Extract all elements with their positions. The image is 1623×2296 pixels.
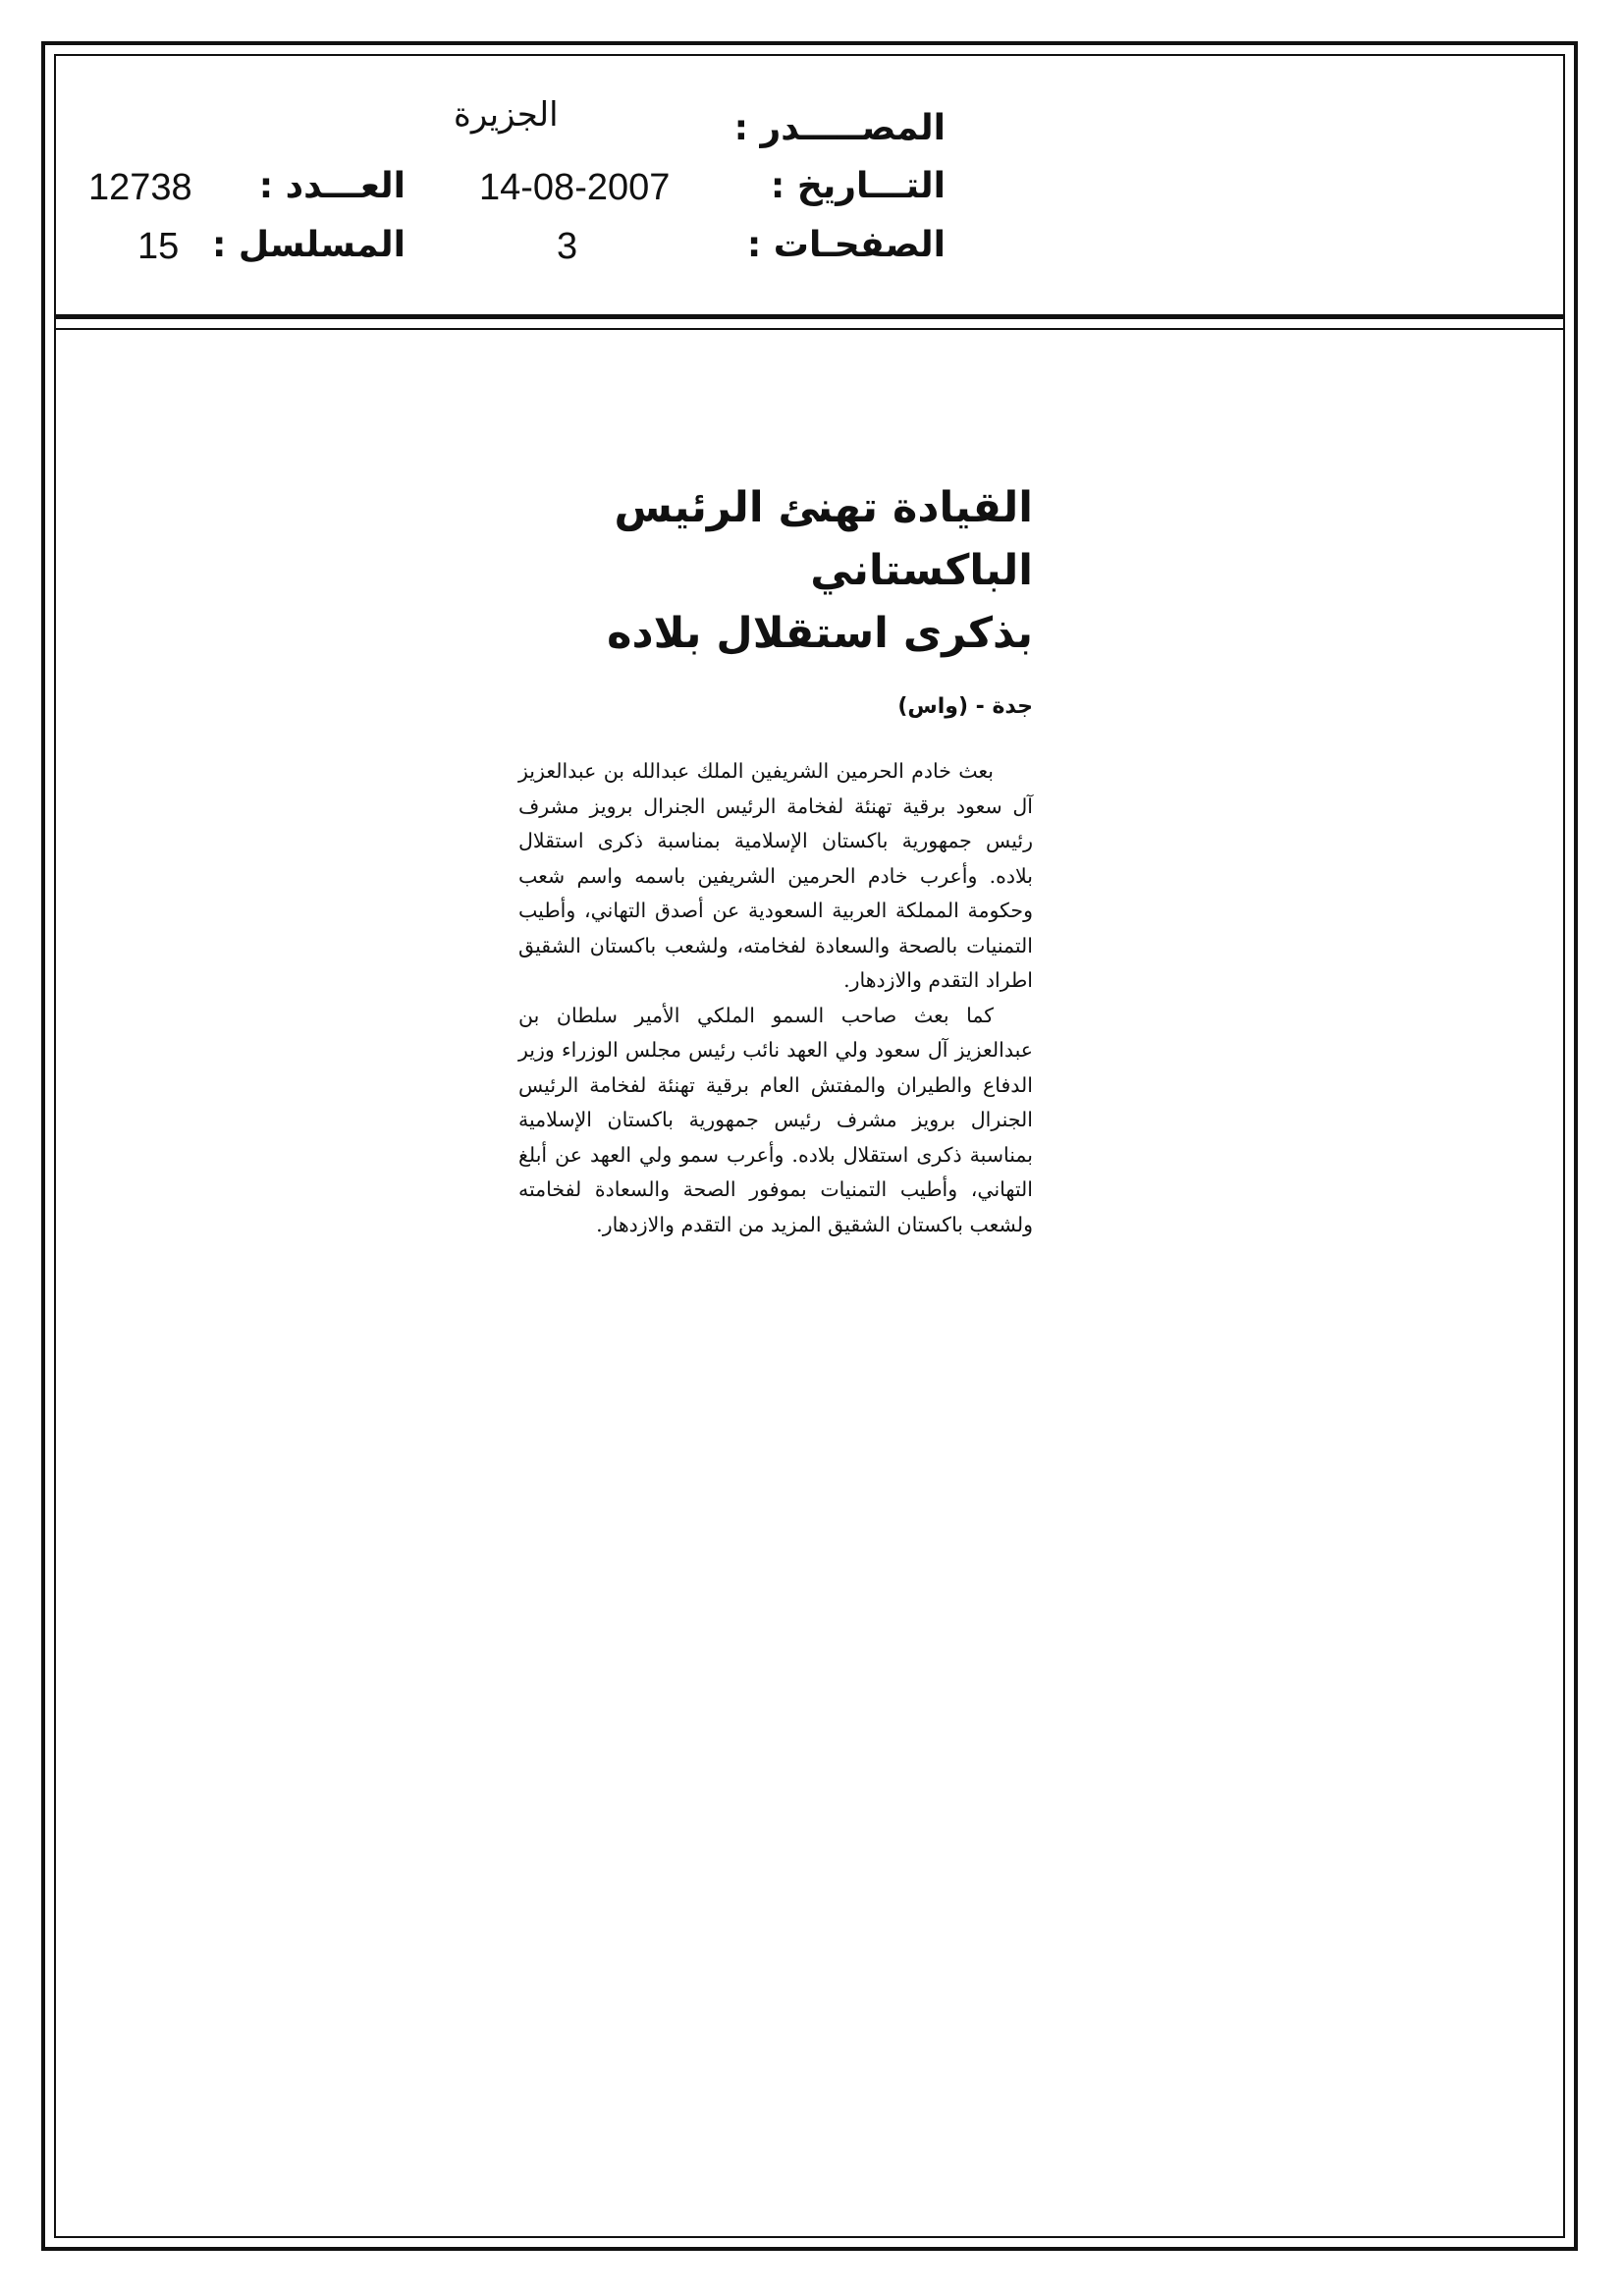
article-clipping	[518, 476, 1033, 1242]
date-value: 14-08-2007	[479, 167, 671, 208]
header-divider-thin	[54, 328, 1565, 330]
article-paragraph-2: كما بعث صاحب السمو الملكي الأمير سلطان بن عبدالعزيز آل سعود ولي العهد نائب رئيس مجلس الوزراء وزير الدفاع والطيران والمفتش العام برقية تهنئة لفخامة الرئيس الجنرال برويز مشرف رئيس جمهورية باكستان الإسلامية بمناسبة ذكرى استقلال بلاده. وأعرب سمو ولي العهد عن أبلغ التهاني، وأطيب التمنيات بموفور الصحة والسعادة لفخامته ولشعب باكستان الشقيق المزيد من التقدم والازدهار.	[518, 1003, 1033, 1236]
serial-value: 15	[137, 226, 180, 267]
article-paragraph-1: بعث خادم الحرمين الشريفين الملك عبدالله بن عبدالعزيز آل سعود برقية تهنئة لفخامة الرئيس الجنرال برويز مشرف رئيس جمهورية باكستان الإسلامية بمناسبة ذكرى استقلال بلاده. وأعرب خادم الحرمين الشريفين باسمه واسم شعب وحكومة المملكة العربية السعودية عن أصدق التهاني، وأطيب التمنيات بالصحة والسعادة لفخامته، ولشعب باكستان الشقيق اطراد التقدم والازدهار.	[518, 759, 1033, 992]
pages-value: 3	[557, 226, 578, 267]
date-label: التـــاريخ :	[770, 166, 946, 206]
issue-label: العـــدد :	[258, 166, 406, 206]
source-value: الجزيرة	[454, 95, 559, 135]
headline-line-1: القيادة تهنئ الرئيس الباكستاني	[614, 483, 1033, 595]
dateline: جدة - (واس)	[897, 694, 1033, 719]
pages-label: الصفحـات :	[746, 225, 946, 265]
headline-line-2: بذكرى استقلال بلاده	[607, 609, 1033, 658]
serial-label: المسلسل :	[211, 225, 406, 265]
issue-value: 12738	[88, 167, 192, 208]
header-divider-thick	[54, 314, 1565, 319]
source-label: المصـــــدر :	[733, 108, 946, 148]
